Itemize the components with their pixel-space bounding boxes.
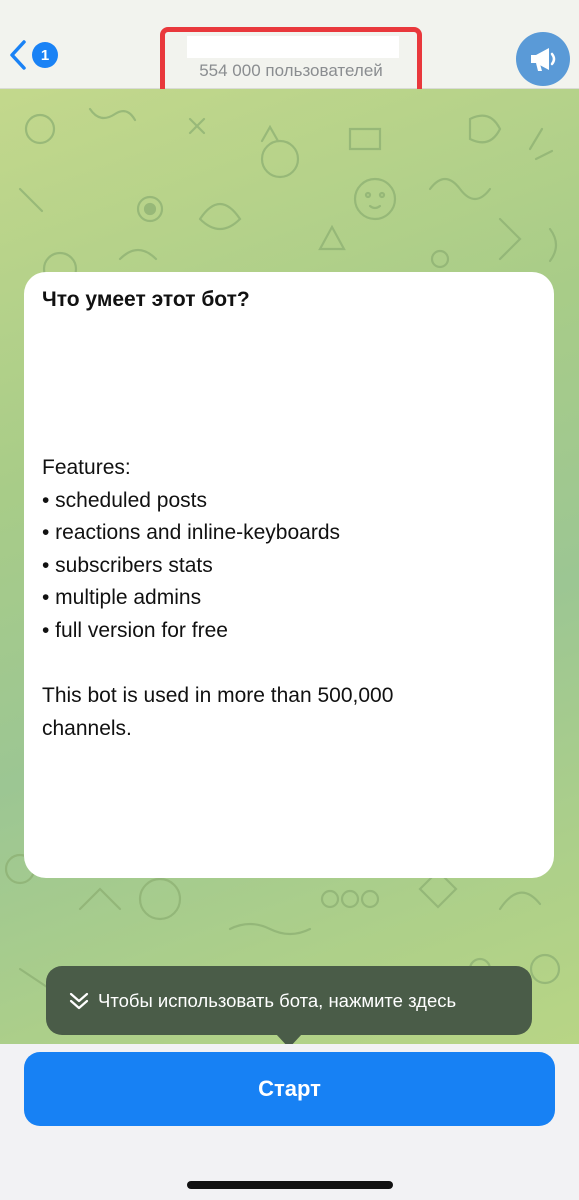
back-button[interactable] bbox=[8, 38, 68, 72]
megaphone-icon bbox=[525, 41, 561, 77]
chevron-left-icon bbox=[8, 39, 28, 71]
feature-item: • multiple admins bbox=[42, 586, 202, 609]
card-body bbox=[42, 452, 536, 745]
chat-header bbox=[0, 0, 579, 89]
unread-badge: 1 bbox=[32, 42, 58, 68]
feature-item: • scheduled posts bbox=[42, 488, 207, 512]
feature-item: • reactions and inline-keyboards bbox=[42, 521, 341, 544]
redacted-title bbox=[187, 36, 399, 58]
start-hint-tooltip[interactable] bbox=[46, 966, 532, 1035]
bot-avatar[interactable] bbox=[516, 32, 570, 86]
double-chevron-down-icon bbox=[68, 990, 90, 1012]
bot-description-card bbox=[24, 272, 554, 878]
tooltip-text: Чтобы использовать бота, нажмите здесь bbox=[98, 989, 457, 1011]
feature-item: • subscribers stats bbox=[42, 553, 213, 577]
start-button[interactable]: Старт bbox=[24, 1052, 555, 1126]
feature-item: • full version for free bbox=[42, 618, 228, 642]
spacer bbox=[42, 647, 536, 680]
bottom-panel bbox=[0, 1044, 579, 1200]
user-count: 554 000 пользователей bbox=[199, 61, 383, 80]
card-title: Что умеет этот бот? bbox=[42, 288, 250, 311]
footer-line: This bot is used in more than 500,000 bbox=[42, 684, 394, 707]
features-heading: Features: bbox=[42, 456, 131, 479]
footer-line: channels. bbox=[42, 716, 132, 740]
home-indicator bbox=[187, 1181, 393, 1189]
